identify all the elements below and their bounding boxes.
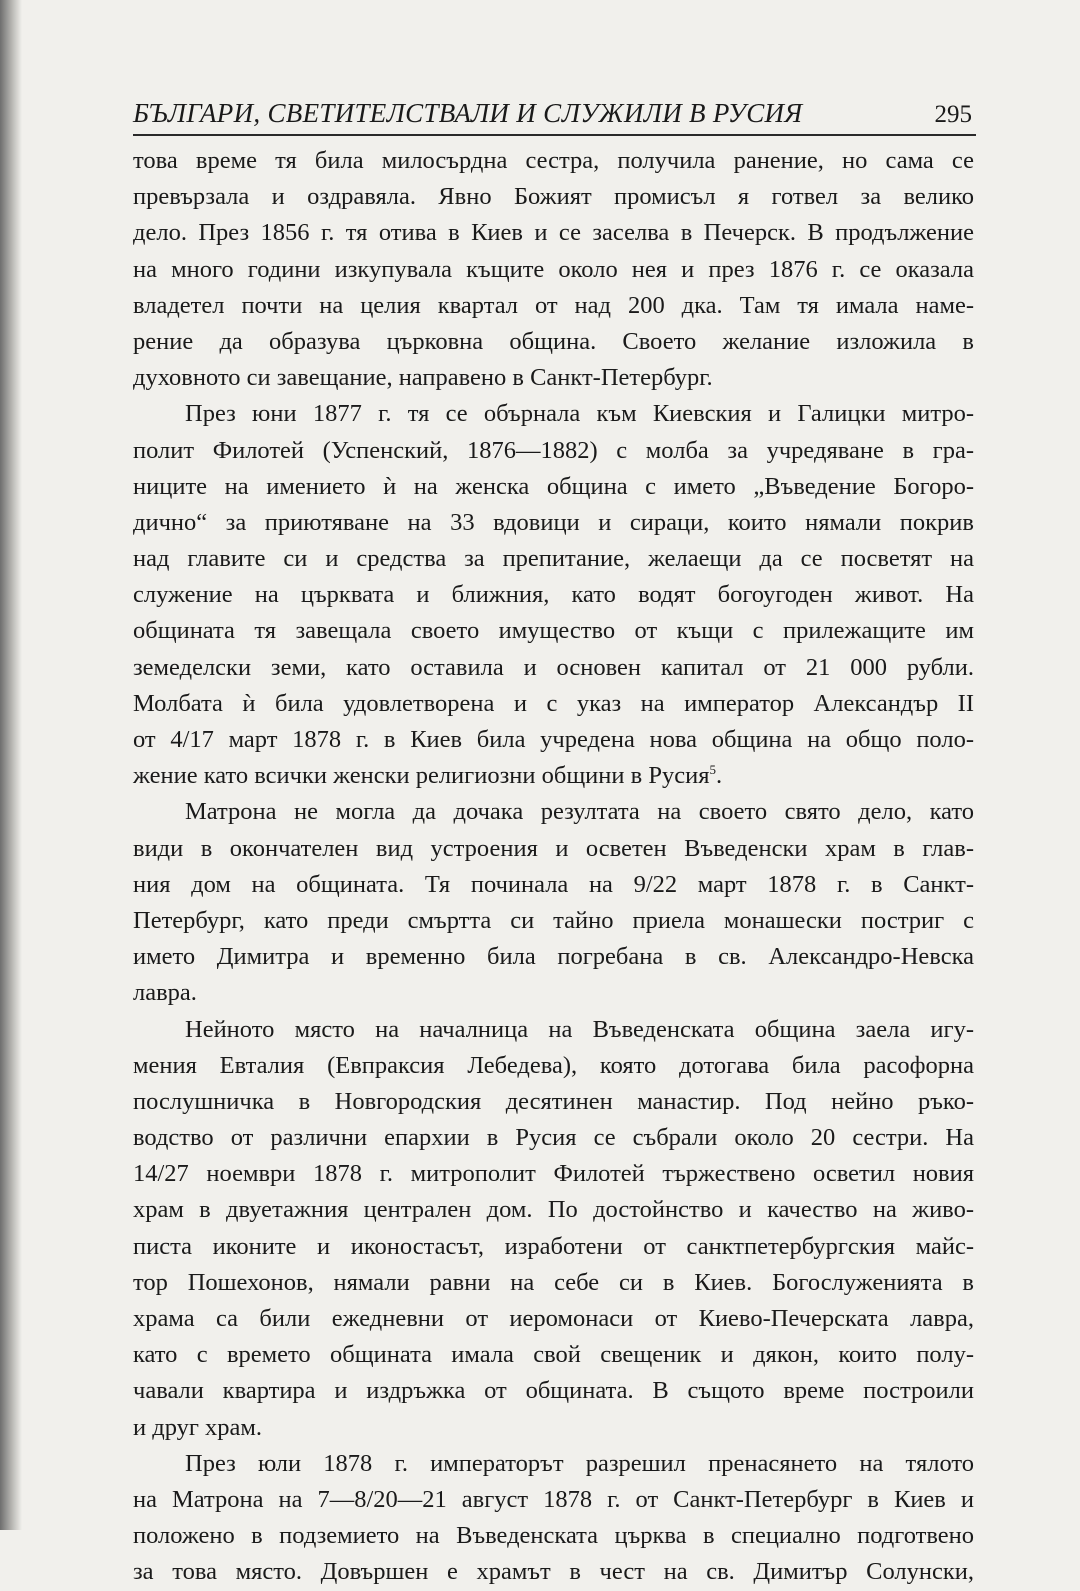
text-line-content: полит Филотей (Успенский, 1876—1882) с молба за учредяване в гра- (133, 436, 974, 464)
text-line (133, 722, 974, 758)
text-line (133, 1554, 974, 1590)
paragraph (133, 143, 974, 396)
text-line (133, 143, 974, 179)
text-line-content: духовното си завещание, направено в Санкт-Петербург. (133, 364, 713, 392)
text-line (133, 1301, 974, 1337)
text-line-content: като с времето общината имала свой свещеник и дякон, които полу- (133, 1341, 974, 1369)
text-line-content: на Матрона на 7—8/20—21 август 1878 г. от Санкт-Петербург в Киев и (133, 1485, 974, 1513)
text-line (133, 1120, 974, 1156)
text-line (133, 1482, 974, 1518)
text-line (133, 650, 974, 686)
text-line (133, 794, 974, 830)
text-line (133, 1410, 974, 1446)
text-line (133, 1518, 974, 1554)
text-line (133, 975, 974, 1011)
paragraph (133, 794, 974, 1011)
text-line-content: името Димитра и временно била погребана в св. Александро-Невска (133, 943, 974, 971)
text-line (133, 505, 974, 541)
text-line-content: на много години изкупувала къщите около нея и през 1876 г. се оказала (133, 255, 974, 283)
text-line-content: През юли 1878 г. императорът разрешил пренасянето на тялото (185, 1449, 974, 1477)
text-line (133, 867, 974, 903)
text-line (133, 1373, 974, 1409)
text-line (133, 1265, 974, 1301)
text-line-content: за това място. Довършен е храмът в чест на св. Димитър Солунски, (133, 1558, 974, 1586)
text-line (133, 903, 974, 939)
text-line (133, 541, 974, 577)
text-line-content: служение на църквата и ближния, като водят богоугоден живот. На (133, 581, 974, 609)
text-line (133, 252, 974, 288)
text-line-content: над главите си и средства за препитание, желаещи да се посветят на (133, 545, 974, 573)
text-line (133, 360, 974, 396)
text-line-content: храма са били ежедневни от иеромонаси от Киево-Печерската лавра, (133, 1305, 974, 1332)
text-line (133, 1446, 974, 1482)
sentence-end: . (715, 762, 723, 790)
text-line (133, 686, 974, 722)
text-line-content: послушничка в Новгородския десятинен манастир. Под нейно ръко- (133, 1087, 974, 1115)
text-line-content: дично“ за приютяване на 33 вдовици и сираци, които нямали покрив (133, 508, 974, 536)
text-line (133, 324, 974, 360)
paragraph (133, 1012, 974, 1446)
text-line-content: това време тя била милосърдна сестра, получила ранение, но сама се (133, 147, 974, 174)
text-line-content: чавали квартира и издръжка от общината. В същото време построили (133, 1377, 974, 1405)
text-line (133, 939, 974, 975)
text-line (133, 613, 974, 649)
text-line-content: владетел почти на целия квартал от над 200 дка. Там тя имала наме- (133, 291, 974, 319)
text-line (133, 288, 974, 324)
text-line-content: лавра. (133, 979, 197, 1007)
text-line-content: Молбата ѝ била удовлетворена и с указ на император Александър II (133, 689, 974, 717)
text-line (133, 1156, 974, 1192)
text-line-content: храм в двуетажния централен дом. По достойнство и качество на живо- (133, 1196, 974, 1224)
text-line (133, 433, 974, 469)
text-line (133, 1337, 974, 1373)
text-line (133, 1084, 974, 1120)
book-gutter-shadow (0, 0, 22, 1530)
text-line-content: дело. През 1856 г. тя отива в Киев и се заселва в Печерск. В продължение (133, 219, 974, 247)
text-line (133, 179, 974, 215)
text-line (133, 758, 974, 794)
paragraph (133, 1446, 974, 1591)
text-line-content: рение да образува църковна община. Своето желание изложила в (133, 327, 974, 355)
page-number: 295 (934, 101, 972, 128)
text-line (133, 1192, 974, 1228)
text-line-content: 14/27 ноември 1878 г. митрополит Филотей тържествено осветил новия (133, 1160, 974, 1188)
text-line (133, 1229, 974, 1265)
paragraph (133, 396, 974, 794)
text-line-content: превързала и оздравяла. Явно Божият промисъл я готвел за велико (133, 183, 974, 211)
text-line-content: ниците на имението ѝ на женска община с името „Въведение Богоро- (133, 472, 974, 500)
text-line-content: тор Пошехонов, нямали равни на себе си в Киев. Богослуженията в (133, 1268, 974, 1296)
text-line-content: мения Евталия (Евпраксия Лебедева), която дотогава била расофорна (133, 1051, 974, 1079)
footnote-reference[interactable]: 5 (709, 762, 716, 778)
text-line-content: види в окончателен вид устроения и осветен Въведенски храм в глав- (133, 834, 974, 862)
text-line-content: земеделски земи, като оставила и основен капитал от 21 000 рубли. (133, 653, 974, 681)
text-line-content: водство от различни епархии в Русия се събрали около 20 сестри. На (133, 1124, 974, 1152)
text-line (133, 215, 974, 251)
text-line (133, 396, 974, 432)
text-line-content: ния дом на общината. Тя починала на 9/22 март 1878 г. в Санкт- (133, 870, 974, 898)
text-line-content: общината тя завещала своето имущество от къщи с прилежащите им (133, 617, 974, 645)
text-line (133, 469, 974, 505)
text-line-content: жение като всички женски религиозни общини в Русия (133, 762, 710, 790)
text-line-content: Матрона не могла да дочака резултата на своето свято дело, като (185, 798, 974, 826)
text-line-content: Петербург, като преди смъртта си тайно приела монашески постриг с (133, 906, 974, 934)
text-line-content: Нейното място на началница на Въведенската община заела игу- (185, 1015, 974, 1043)
text-line-content: През юни 1877 г. тя се обърнала към Киевския и Галицки митро- (185, 400, 974, 428)
text-line (133, 831, 974, 867)
body-text (133, 143, 974, 1591)
text-line-content: от 4/17 март 1878 г. в Киев била учредена нова община на общо поло- (133, 726, 974, 753)
text-line (133, 1012, 974, 1048)
page-header (133, 92, 976, 136)
running-title: БЪЛГАРИ, СВЕТИТЕЛСТВАЛИ И СЛУЖИЛИ В РУСИЯ (133, 98, 803, 128)
text-line (133, 577, 974, 613)
text-line-content: писта иконите и иконостасът, изработени от санктпетербургския майс- (133, 1232, 974, 1260)
text-line-content: и друг храм. (133, 1413, 263, 1441)
text-line-content: положено в подземието на Въведенската църква в специално подготвено (133, 1522, 974, 1550)
text-line (133, 1048, 974, 1084)
